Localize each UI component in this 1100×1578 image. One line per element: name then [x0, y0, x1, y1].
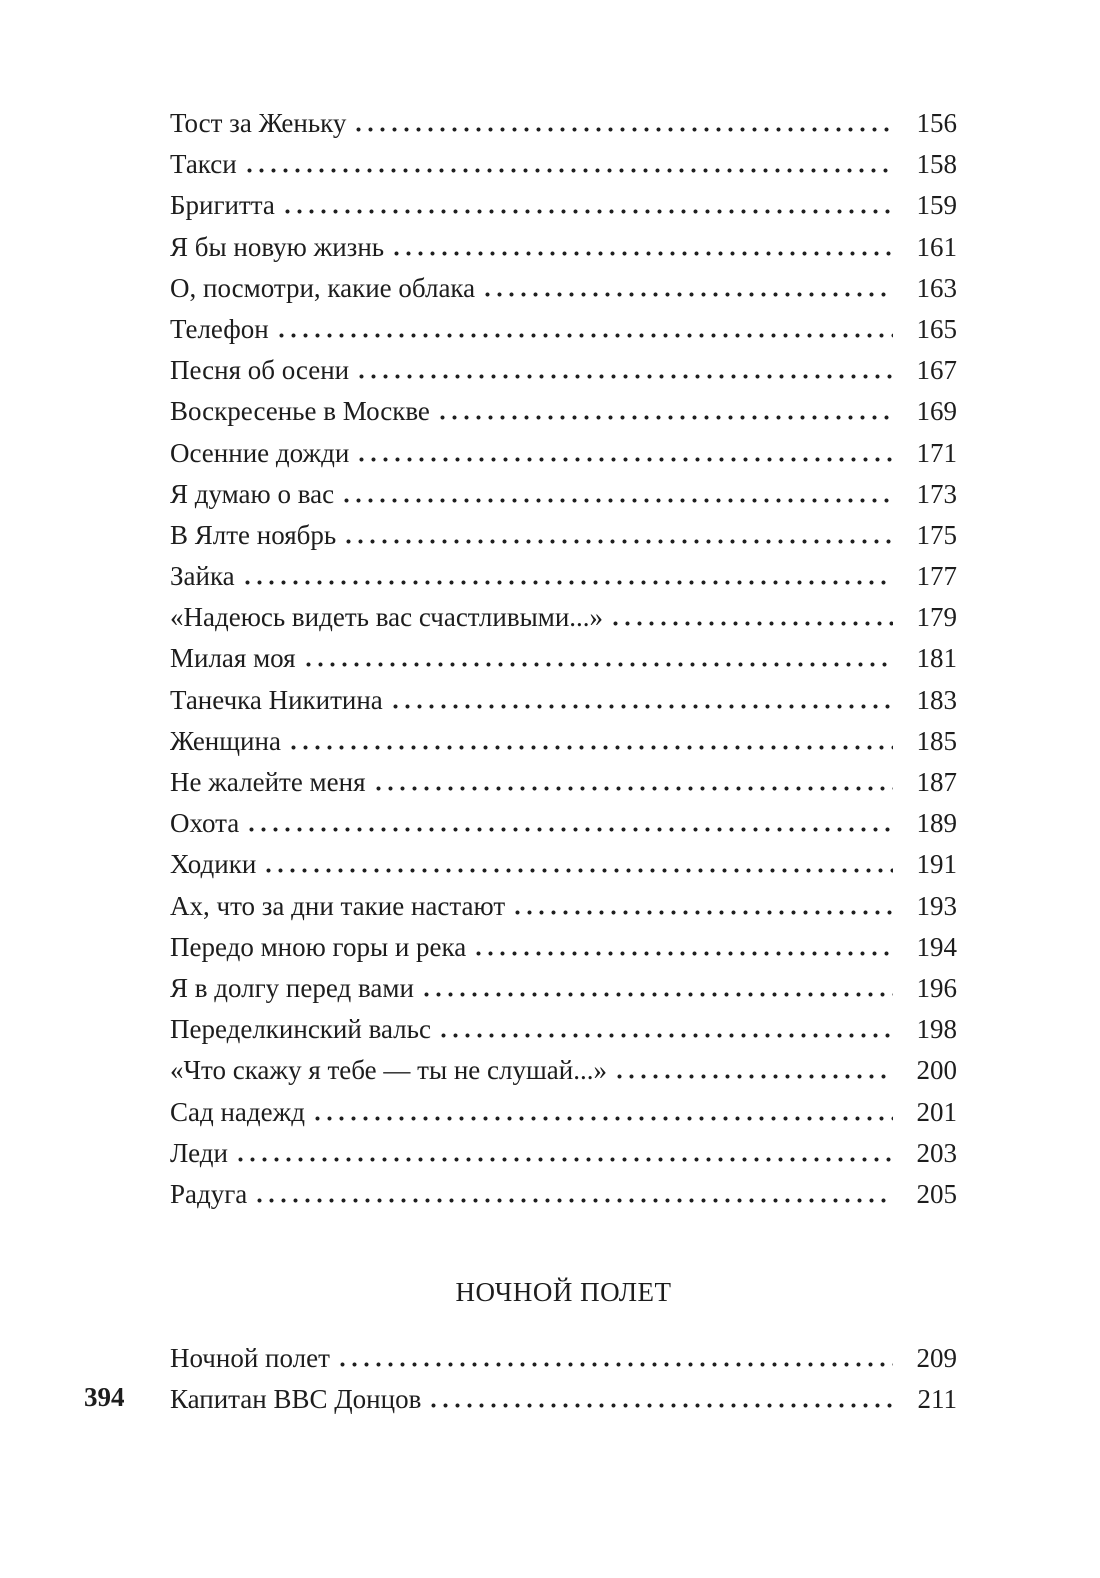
toc-row [170, 721, 957, 762]
toc-entry-page: 205 [916, 1178, 957, 1209]
toc-row [170, 268, 957, 309]
dot-leader [306, 662, 893, 667]
toc-entry-title: О, посмотри, какие облака [170, 272, 476, 303]
toc-row [170, 803, 957, 844]
toc-entry-title: «Что скажу я тебе — ты не слушай...» [170, 1055, 607, 1086]
dot-leader [359, 374, 893, 379]
dot-leader [291, 745, 893, 750]
toc-row [170, 227, 957, 268]
dot-leader [485, 292, 893, 297]
toc-section-list [170, 1338, 957, 1420]
section-heading: НОЧНОЙ ПОЛЕТ [455, 1277, 672, 1308]
toc-entry-title: Женщина [170, 725, 281, 756]
dot-leader [515, 910, 893, 915]
toc-row [170, 1174, 957, 1215]
dot-leader [238, 1157, 893, 1162]
dot-leader [440, 415, 893, 420]
toc-entry-title: Не жалейте меня [170, 767, 366, 797]
toc-entry-page: 209 [916, 1343, 957, 1374]
dot-leader [613, 621, 893, 626]
toc-entry-title: Леди [170, 1137, 228, 1168]
toc-row [170, 597, 957, 638]
toc-row [170, 556, 957, 597]
toc-row [170, 1009, 957, 1050]
toc-entry-page: 211 [917, 1384, 957, 1415]
toc-entry-title: Передо мною горы и река [170, 931, 467, 962]
dot-leader [340, 1362, 893, 1367]
toc-entry-title: Милая моя [170, 643, 296, 674]
page-number-folio: 394 [84, 1382, 125, 1412]
dot-leader [247, 168, 893, 173]
toc-entry-page: 196 [916, 972, 957, 1003]
dot-leader [431, 1403, 893, 1408]
dot-leader [393, 704, 893, 709]
toc-entry-title: Ночной полет [170, 1343, 330, 1374]
toc-row [170, 638, 957, 679]
dot-leader [476, 951, 893, 956]
table-of-contents [170, 103, 957, 1420]
dot-leader [376, 786, 894, 791]
dot-leader [257, 1198, 893, 1203]
toc-entry-page: 183 [916, 684, 957, 715]
toc-entry-page: 156 [916, 108, 957, 138]
toc-entry-page: 159 [916, 190, 957, 221]
toc-entry-title: Ах, что за дни такие настают [170, 890, 506, 921]
toc-entry-title: Осенние дожди [170, 437, 350, 468]
toc-entry-title: Капитан ВВС Донцов [170, 1384, 422, 1415]
toc-entry-page: 185 [916, 725, 957, 756]
toc-entry-page: 173 [916, 478, 957, 509]
toc-row [170, 762, 957, 803]
toc-entry-title: Переделкинский вальс [170, 1014, 431, 1045]
toc-row [170, 680, 957, 721]
toc-entry-title: Такси [170, 149, 237, 180]
toc-row [170, 474, 957, 515]
dot-leader [266, 868, 893, 873]
dot-leader [279, 333, 893, 338]
toc-row [170, 103, 957, 144]
toc-entry-page: 175 [916, 519, 957, 550]
toc-entry-title: В Ялте ноябрь [170, 519, 337, 550]
dot-leader [394, 251, 893, 256]
toc-entry-title: Зайка [170, 561, 235, 592]
toc-main-list [170, 103, 957, 1215]
toc-entry-page: 187 [916, 767, 957, 797]
toc-entry-title: «Надеюсь видеть вас счастливыми...» [170, 602, 604, 633]
toc-entry-page: 181 [916, 643, 957, 674]
dot-leader [245, 580, 893, 585]
toc-row [170, 927, 957, 968]
toc-entry-page: 191 [916, 849, 957, 880]
toc-entry-title: Сад надежд [170, 1096, 306, 1127]
toc-row [170, 886, 957, 927]
dot-leader [617, 1074, 893, 1079]
toc-entry-page: 167 [916, 355, 957, 386]
toc-entry-title: Тост за Женьку [170, 108, 347, 138]
toc-entry-page: 201 [916, 1096, 957, 1127]
toc-entry-page: 163 [916, 272, 957, 303]
dot-leader [424, 992, 893, 997]
toc-entry-page: 177 [916, 561, 957, 592]
toc-entry-page: 200 [916, 1055, 957, 1086]
toc-entry-page: 193 [916, 890, 957, 921]
toc-row [170, 1338, 957, 1379]
toc-row [170, 1092, 957, 1133]
dot-leader [356, 127, 893, 132]
toc-entry-page: 171 [916, 437, 957, 468]
toc-entry-page: 158 [916, 149, 957, 180]
toc-entry-title: Бригитта [170, 190, 275, 221]
dot-leader [249, 827, 893, 832]
toc-entry-title: Я бы новую жизнь [170, 231, 385, 262]
toc-entry-page: 198 [916, 1014, 957, 1045]
dot-leader [346, 539, 893, 544]
toc-row [170, 433, 957, 474]
toc-row [170, 309, 957, 350]
toc-entry-page: 189 [916, 808, 957, 839]
toc-entry-title: Воскресенье в Москве [170, 396, 430, 427]
toc-row [170, 1379, 957, 1420]
toc-row [170, 185, 957, 226]
dot-leader [315, 1116, 893, 1121]
toc-entry-page: 165 [916, 313, 957, 344]
toc-entry-title: Радуга [170, 1178, 248, 1209]
toc-entry-title: Я думаю о вас [170, 478, 335, 509]
toc-entry-title: Танечка Никитина [170, 684, 383, 715]
toc-entry-page: 161 [916, 231, 957, 262]
toc-entry-page: 179 [916, 602, 957, 633]
toc-entry-title: Охота [170, 808, 240, 839]
toc-entry-title: Ходики [170, 849, 257, 880]
toc-entry-title: Песня об осени [170, 355, 350, 386]
toc-row [170, 515, 957, 556]
dot-leader [441, 1033, 893, 1038]
toc-row [170, 1133, 957, 1174]
toc-entry-page: 203 [916, 1137, 957, 1168]
toc-row [170, 844, 957, 885]
toc-entry-title: Я в долгу перед вами [170, 972, 414, 1003]
toc-row [170, 968, 957, 1009]
toc-row [170, 391, 957, 432]
dot-leader [359, 457, 893, 462]
toc-row [170, 1050, 957, 1091]
toc-row [170, 144, 957, 185]
toc-entry-title: Телефон [170, 313, 269, 344]
toc-entry-page: 169 [916, 396, 957, 427]
dot-leader [285, 209, 893, 214]
toc-row [170, 350, 957, 391]
toc-entry-page: 194 [916, 931, 957, 962]
dot-leader [344, 498, 893, 503]
